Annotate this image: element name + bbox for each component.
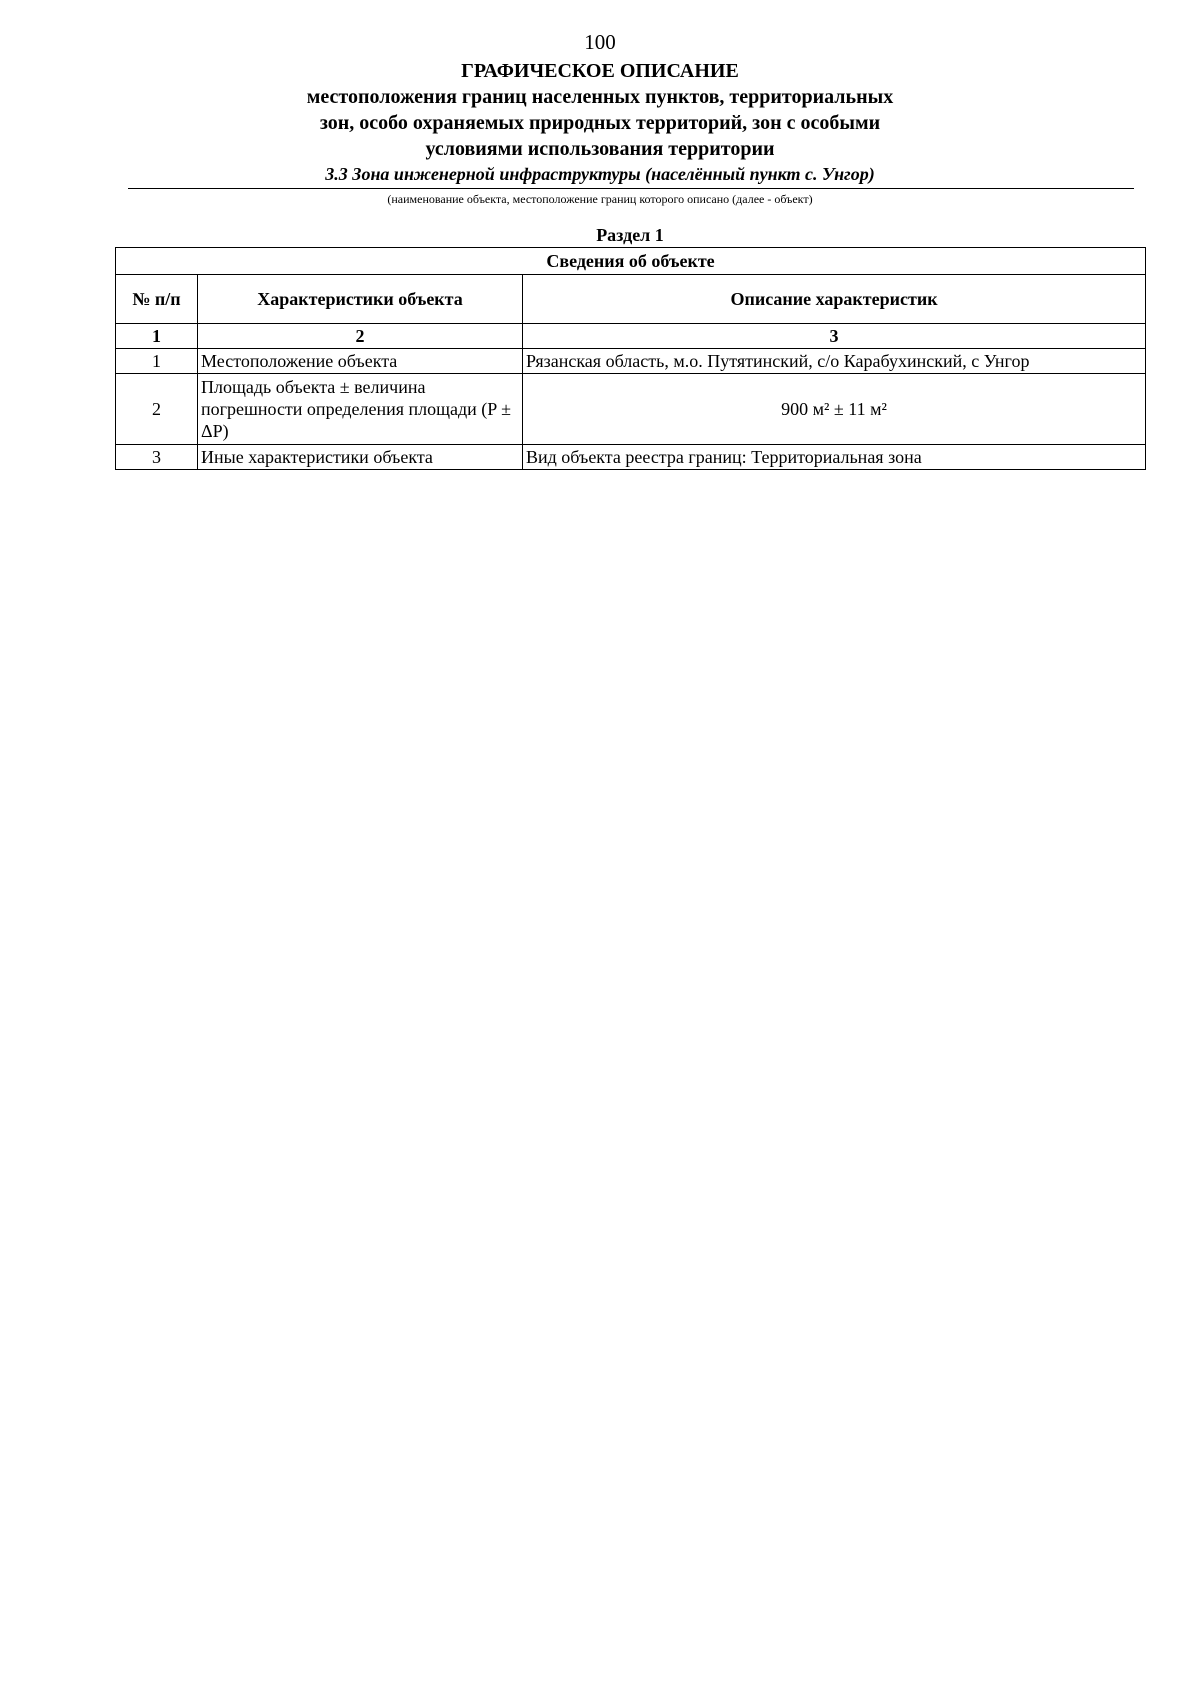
column-header-description: Описание характеристик [523, 275, 1146, 324]
table-row [116, 374, 1146, 445]
document-title: ГРАФИЧЕСКОЕ ОПИСАНИЕ [461, 60, 739, 82]
table-caption-row [116, 248, 1146, 275]
section-title: Раздел 1 [596, 225, 664, 245]
row-characteristic: Иные характеристики объекта [198, 445, 523, 470]
table-row [116, 349, 1146, 374]
table-caption: Сведения об объекте [116, 248, 1146, 275]
document-subtitle-line-3: условиями использования территории [425, 138, 775, 160]
document-header [0, 58, 1200, 162]
object-info-table [115, 247, 1146, 470]
column-number-2: 2 [198, 324, 523, 349]
column-number-3: 3 [523, 324, 1146, 349]
object-name-underline [128, 188, 1134, 189]
object-name: 3.3 Зона инженерной инфраструктуры (населённый пункт с. Унгор) [325, 164, 875, 184]
column-header-number: № п/п [116, 275, 198, 324]
column-number-row [116, 324, 1146, 349]
column-header-characteristic: Характеристики объекта [198, 275, 523, 324]
row-description: 900 м² ± 11 м² [523, 374, 1146, 445]
table-header-row [116, 275, 1146, 324]
document-subtitle-line-2: зон, особо охраняемых природных территорий, зон с особыми [319, 112, 881, 134]
row-number: 1 [116, 349, 198, 374]
row-characteristic: Местоположение объекта [198, 349, 523, 374]
document-subtitle-line-1: местоположения границ населенных пунктов, территориальных [306, 86, 894, 108]
object-caption: (наименование объекта, местоположение границ которого описано (далее - объект) [387, 192, 813, 206]
table-row [116, 445, 1146, 470]
column-number-1: 1 [116, 324, 198, 349]
row-description: Рязанская область, м.о. Путятинский, с/о Карабухинский, с Унгор [523, 349, 1146, 374]
page-number: 100 [584, 30, 616, 54]
row-number: 2 [116, 374, 198, 445]
row-characteristic: Площадь объекта ± величина погрешности определения площади (P ± ΔP) [198, 374, 523, 445]
row-description: Вид объекта реестра границ: Территориальная зона [523, 445, 1146, 470]
row-number: 3 [116, 445, 198, 470]
